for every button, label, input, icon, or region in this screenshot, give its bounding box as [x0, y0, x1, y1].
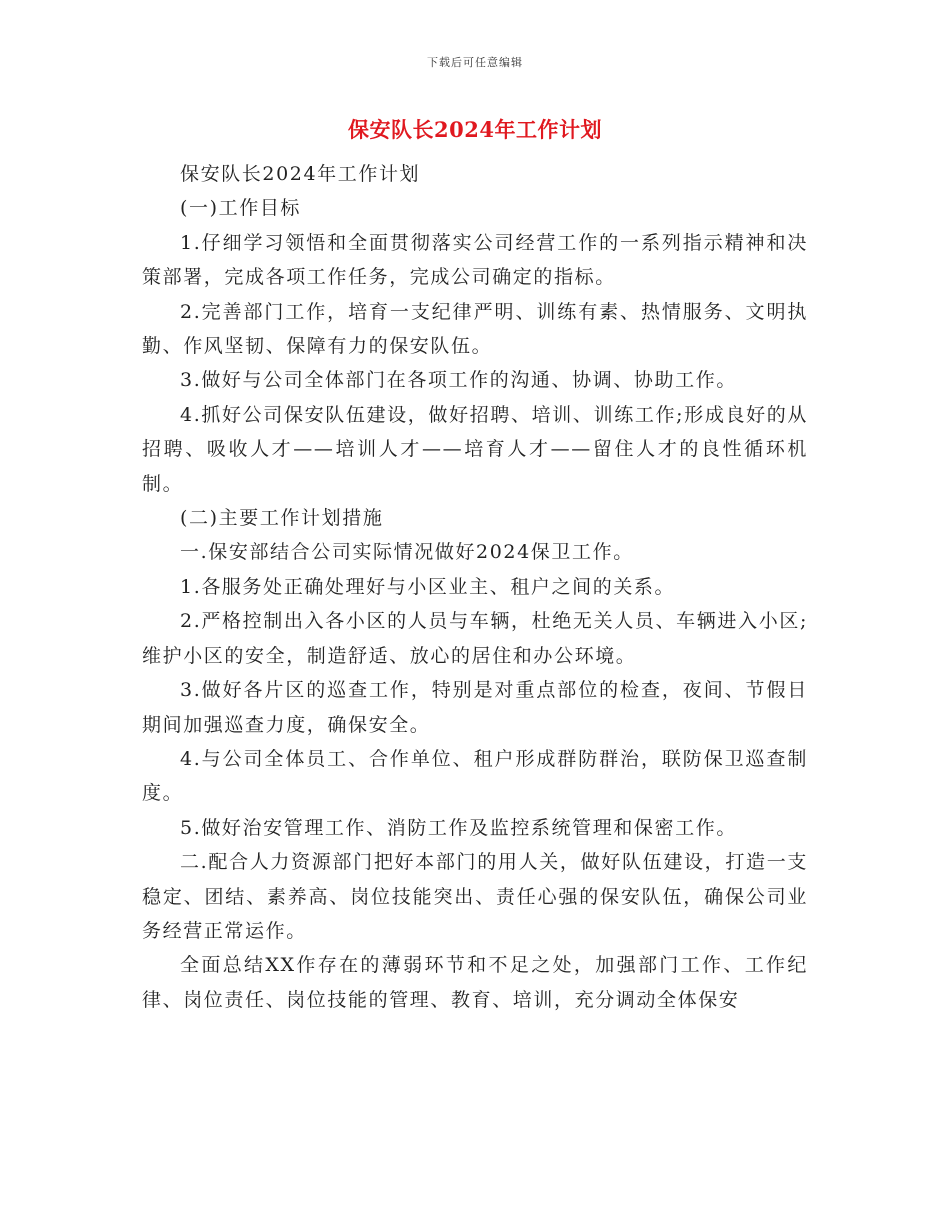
paragraph: 4.抓好公司保安队伍建设，做好招聘、培训、训练工作;形成良好的从招聘、吸收人才——培训人才——培育人才——留住人才的良性循环机制。 [142, 403, 808, 495]
paragraph: 2.严格控制出入各小区的人员与车辆，杜绝无关人员、车辆进入小区;维护小区的安全，制造舒适、放心的居住和办公环境。 [142, 610, 808, 667]
paragraph: 3.做好与公司全体部门在各项工作的沟通、协调、协助工作。 [180, 369, 737, 392]
paragraph: 一.保安部结合公司实际情况做好2024保卫工作。 [180, 541, 634, 564]
paragraph: (二)主要工作计划措施 [180, 507, 384, 530]
paragraph: 1.各服务处正确处理好与小区业主、租户之间的关系。 [180, 575, 676, 598]
document-title: 保安队长2024年工作计划 [348, 117, 602, 142]
paragraph: 4.与公司全体员工、合作单位、租户形成群防群治，联防保卫巡查制度。 [142, 747, 808, 805]
paragraph: 3.做好各片区的巡查工作，特别是对重点部位的检查，夜间、节假日期间加强巡查力度，确保安全。 [142, 679, 808, 736]
document-body [142, 157, 808, 1017]
paragraph: 5.做好治安管理工作、消防工作及监控系统管理和保密工作。 [180, 816, 737, 839]
paragraph: 2.完善部门工作，培育一支纪律严明、训练有素、热情服务、文明执勤、作风坚韧、保障有力的保安队伍。 [142, 300, 808, 358]
paragraph: 保安队长2024年工作计划 [180, 163, 421, 185]
paragraph: 1.仔细学习领悟和全面贯彻落实公司经营工作的一系列指示精神和决策部署，完成各项工作任务，完成公司确定的指标。 [142, 231, 808, 289]
paragraph: 全面总结XX作存在的薄弱环节和不足之处，加强部门工作、工作纪律、岗位责任、岗位技能的管理、教育、培训，充分调动全体保安 [142, 954, 808, 1011]
paragraph: 二.配合人力资源部门把好本部门的用人关，做好队伍建设，打造一支稳定、团结、素养高、岗位技能突出、责任心强的保安队伍，确保公司业务经营正常运作。 [142, 851, 808, 942]
paragraph: (一)工作目标 [180, 197, 302, 220]
header-note: 下载后可任意编辑 [427, 56, 523, 69]
